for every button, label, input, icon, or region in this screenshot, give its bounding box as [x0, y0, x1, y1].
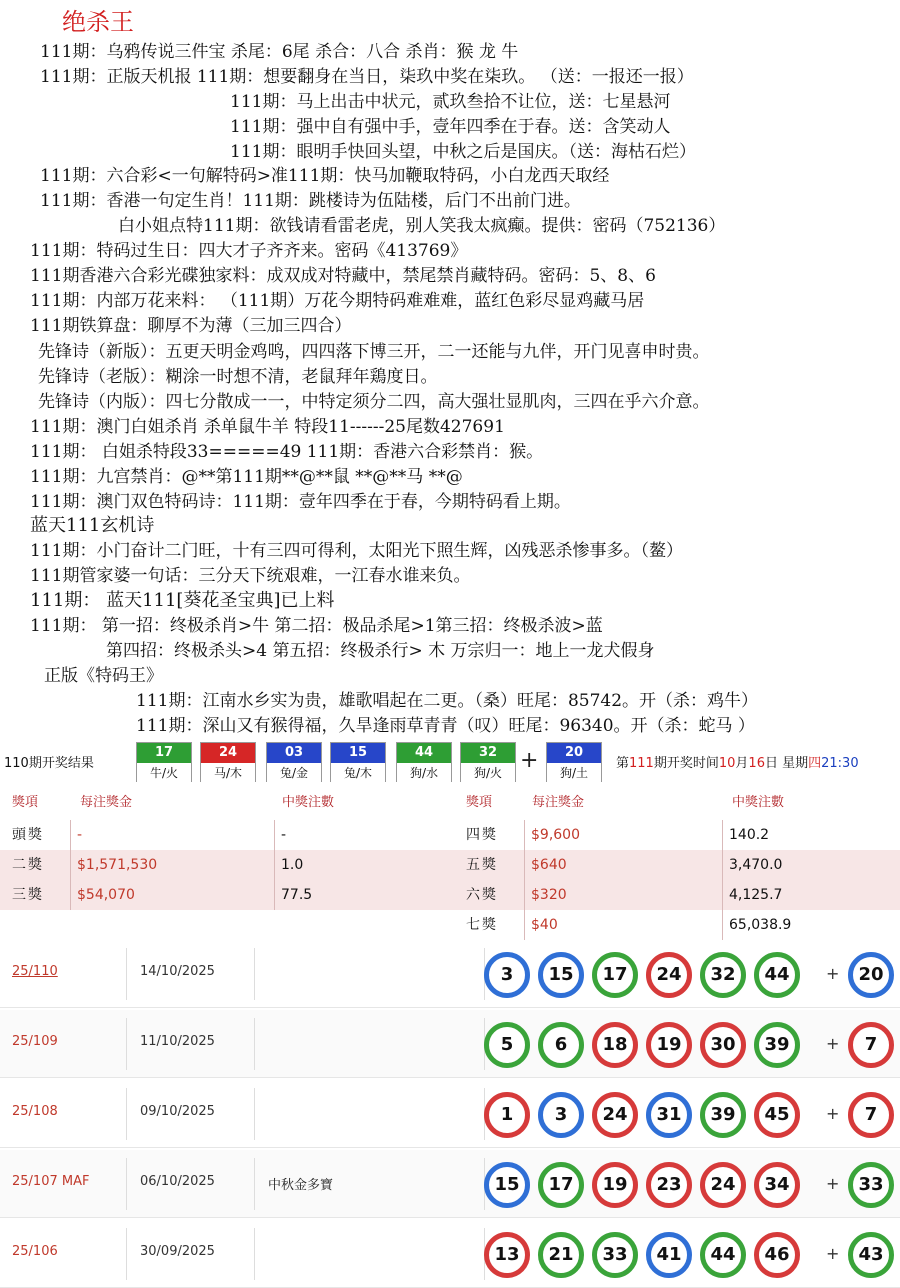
- prize-row: [0, 910, 900, 940]
- column-divider: [126, 1228, 127, 1280]
- header-winners: 中獎注數: [282, 795, 335, 810]
- prize-amount: $54,070: [70, 880, 135, 910]
- result-ball: [330, 742, 386, 782]
- ball-number: 32: [461, 743, 515, 763]
- text-line: 111期：眼明手快回头望，中秋之后是国庆。（送：海枯石烂）: [230, 142, 696, 162]
- lottery-ball: 23: [646, 1162, 692, 1208]
- ball-zodiac: 狗/火: [461, 763, 515, 783]
- history-date: 30/09/2025: [140, 1244, 215, 1259]
- text-line: 先锋诗（内版）：四七分散成一一，中特定须分二四，高大强壮显肌肉，三四在乎六介意。: [38, 392, 710, 412]
- prize-name: 二獎: [12, 857, 44, 873]
- result-ball: [460, 742, 516, 782]
- prize-winners: 140.2: [722, 820, 769, 850]
- prize-winners: 1.0: [274, 850, 303, 880]
- text-line: 111期：乌鸦传说三件宝 杀尾：6尾 杀合：八合 杀肖：猴 龙 牛: [40, 42, 519, 62]
- ball-zodiac: 兔/金: [267, 763, 321, 783]
- history-row: [0, 1080, 900, 1148]
- text-line: 111期：马上出击中状元，贰玖叁拾不让位，送：七星悬河: [230, 92, 671, 112]
- text-line: 111期：特码过生日：四大才子齐齐来。密码《413769》: [30, 241, 468, 261]
- prize-header-row: [0, 788, 900, 818]
- prize-name: 五獎: [466, 857, 498, 873]
- text-line: 先锋诗（老版）：糊涂一时想不清，老鼠拜年鶏度日。: [38, 367, 438, 387]
- result-ball: [396, 742, 452, 782]
- result-ball: [266, 742, 322, 782]
- text-line: 111期：内部万花来料： （111期）万花今期特码难难难，蓝红色彩尽显鸡藏马居: [30, 291, 645, 311]
- history-date: 14/10/2025: [140, 964, 215, 979]
- text-line: 白小姐点特111期：欲钱请看雷老虎，别人笑我太疯癫。提供：密码（752136）: [118, 216, 726, 236]
- lottery-ball: 15: [484, 1162, 530, 1208]
- prize-row: [0, 850, 900, 880]
- lottery-ball: 30: [700, 1022, 746, 1068]
- text-line: 111期管家婆一句话：三分天下统艰难，一江春水谁来负。: [30, 566, 471, 586]
- prize-row: [0, 820, 900, 850]
- special-lottery-ball: 43: [848, 1232, 894, 1278]
- header-prize: 獎項: [466, 795, 493, 810]
- plus-sign: +: [826, 1034, 840, 1053]
- prize-amount: $640: [524, 850, 567, 880]
- prize-winners: 77.5: [274, 880, 312, 910]
- time-month-label: 月: [735, 756, 749, 771]
- results-label: 110期开奖结果: [4, 756, 94, 771]
- text-line: 111期：香港一句定生肖！111期：跳楼诗为伍陆楼，后门不出前门进。: [40, 191, 581, 211]
- text-line: 111期：小门奋计二门旺，十有三四可得利，太阳光下照生辉，凶残恶杀惨事多。（鳌）: [30, 541, 683, 561]
- ball-zodiac: 牛/火: [137, 763, 191, 783]
- special-lottery-ball: 20: [848, 952, 894, 998]
- text-line: 先锋诗（新版）：五更天明金鸡鸣，四四落下博三开，二一还能与九伴，开门见喜申时贵。: [38, 342, 710, 362]
- text-line: 正版《特码王》: [44, 666, 163, 686]
- ball-zodiac: 兔/木: [331, 763, 385, 783]
- text-line: 111期：江南水乡实为贵，雄歌唱起在二更。（桑）旺尾：85742。开（杀：鸡牛）: [136, 691, 759, 711]
- prize-amount: $320: [524, 880, 567, 910]
- text-line: 111期： 第一招：终极杀肖>牛 第二招：极品杀尾>1第三招：终极杀波>蓝: [30, 616, 603, 636]
- column-divider: [126, 948, 127, 1000]
- column-divider: [254, 1018, 255, 1070]
- text-line: 第四招：终极杀头>4 第五招：终极杀行> 木 万宗归一：地上一龙犬假身: [106, 641, 655, 661]
- history-row: [0, 1220, 900, 1288]
- text-line: 111期：正版天机报 111期：想要翻身在当日，柒玖中奖在柒玖。 （送：一报还一报）: [40, 67, 694, 87]
- plus-sign: +: [826, 1174, 840, 1193]
- prize-winners: 3,470.0: [722, 850, 782, 880]
- header-winners: 中獎注數: [732, 795, 785, 810]
- lottery-ball: 44: [754, 952, 800, 998]
- prize-amount: $40: [524, 910, 558, 940]
- prize-name: 頭獎: [12, 827, 44, 843]
- lottery-ball: 34: [754, 1162, 800, 1208]
- lottery-ball: 19: [646, 1022, 692, 1068]
- time-week: 四: [808, 756, 822, 771]
- time-month: 10: [718, 756, 736, 771]
- special-ball: [546, 742, 602, 782]
- result-ball: [136, 742, 192, 782]
- ball-number: 03: [267, 743, 321, 763]
- text-line: 111期铁算盘：聊厚不为薄（三加三四合）: [30, 316, 352, 336]
- prize-name: 四獎: [466, 827, 498, 843]
- prize-amount: $1,571,530: [70, 850, 157, 880]
- ball-number: 15: [331, 743, 385, 763]
- history-issue: 25/106: [12, 1244, 58, 1259]
- prize-winners: -: [274, 820, 286, 850]
- text-line: 111期：澳门双色特码诗：111期：壹年四季在于春，今期特码看上期。: [30, 492, 571, 512]
- lottery-ball: 15: [538, 952, 584, 998]
- text-line: 111期香港六合彩光碟独家料：成双成对特藏中，禁尾禁肖藏特码。密码：5、8、6: [30, 266, 656, 286]
- text-line: 111期：六合彩<一句解特码>准111期：快马加鞭取特码，小白龙西天取经: [40, 166, 610, 186]
- lottery-ball: 24: [592, 1092, 638, 1138]
- time-day-label: 日 星期: [764, 756, 809, 771]
- lottery-ball: 24: [646, 952, 692, 998]
- history-issue: 25/107 MAF: [12, 1174, 90, 1189]
- lottery-ball: 13: [484, 1232, 530, 1278]
- lottery-ball: 3: [484, 952, 530, 998]
- history-row: [0, 940, 900, 1008]
- lottery-ball: 46: [754, 1232, 800, 1278]
- time-prefix: 第: [616, 756, 630, 771]
- plus-sign: +: [826, 1104, 840, 1123]
- lottery-ball: 44: [700, 1232, 746, 1278]
- prize-row: [0, 880, 900, 910]
- lottery-ball: 3: [538, 1092, 584, 1138]
- text-line: 111期：九宫禁肖：@**第111期**@**鼠 **@**马 **@: [30, 467, 463, 487]
- time-mid: 期开奖时间: [653, 756, 719, 771]
- lottery-ball: 33: [592, 1232, 638, 1278]
- lottery-ball: 1: [484, 1092, 530, 1138]
- time-day: 16: [748, 756, 765, 771]
- text-line: 111期：深山又有猴得福，久旱逢雨草青青（叹）旺尾：96340。开（杀：蛇马 ）: [136, 716, 755, 736]
- prize-winners: 4,125.7: [722, 880, 782, 910]
- history-issue: 25/109: [12, 1034, 58, 1049]
- history-note: 中秋金多寶: [268, 1178, 334, 1193]
- ball-number: 44: [397, 743, 451, 763]
- special-lottery-ball: 7: [848, 1022, 894, 1068]
- lottery-ball: 17: [538, 1162, 584, 1208]
- history-date: 09/10/2025: [140, 1104, 215, 1119]
- column-divider: [126, 1158, 127, 1210]
- lottery-ball: 39: [700, 1092, 746, 1138]
- prize-table: [0, 788, 900, 940]
- header-amount: 每注獎金: [80, 795, 133, 810]
- lottery-ball: 19: [592, 1162, 638, 1208]
- column-divider: [254, 1228, 255, 1280]
- prize-amount: $9,600: [524, 820, 580, 850]
- ball-number: 24: [201, 743, 255, 763]
- draw-time: [616, 752, 859, 771]
- lottery-ball: 24: [700, 1162, 746, 1208]
- time-clock: 21:30: [821, 756, 859, 771]
- prize-winners: 65,038.9: [722, 910, 791, 940]
- header-prize: 獎項: [12, 795, 39, 810]
- column-divider: [126, 1018, 127, 1070]
- column-divider: [254, 948, 255, 1000]
- lottery-ball: 17: [592, 952, 638, 998]
- lottery-ball: 45: [754, 1092, 800, 1138]
- special-lottery-ball: 7: [848, 1092, 894, 1138]
- text-line: 蓝天111玄机诗: [30, 515, 155, 536]
- page-title: 绝杀王: [62, 8, 134, 36]
- prize-name: 六獎: [466, 887, 498, 903]
- history-date: 11/10/2025: [140, 1034, 215, 1049]
- ball-number: 20: [547, 743, 601, 763]
- header-amount: 每注獎金: [532, 795, 585, 810]
- special-lottery-ball: 33: [848, 1162, 894, 1208]
- result-ball: [200, 742, 256, 782]
- lottery-ball: 39: [754, 1022, 800, 1068]
- lottery-ball: 5: [484, 1022, 530, 1068]
- text-line: 111期：澳门白姐杀肖 杀单鼠牛羊 特段11------25尾数427691: [30, 417, 505, 437]
- history-issue[interactable]: 25/110: [12, 964, 58, 979]
- text-line: 111期：强中自有强中手，壹年四季在于春。送：含笑动人: [230, 117, 671, 137]
- lottery-ball: 18: [592, 1022, 638, 1068]
- history-row: [0, 1010, 900, 1078]
- ball-zodiac: 马/木: [201, 763, 255, 783]
- prize-name: 三獎: [12, 887, 44, 903]
- ball-zodiac: 狗/土: [547, 763, 601, 783]
- lottery-ball: 6: [538, 1022, 584, 1068]
- column-divider: [126, 1088, 127, 1140]
- lottery-ball: 41: [646, 1232, 692, 1278]
- history-row: [0, 1150, 900, 1218]
- text-line: 111期： 蓝天111[葵花圣宝典]已上料: [30, 590, 335, 611]
- text-line: 111期： 白姐杀特段33=====49 111期：香港六合彩禁肖：猴。: [30, 442, 544, 462]
- ball-number: 17: [137, 743, 191, 763]
- time-issue: 111: [629, 756, 654, 771]
- column-divider: [254, 1088, 255, 1140]
- column-divider: [254, 1158, 255, 1210]
- results-bar: [0, 742, 900, 784]
- history-date: 06/10/2025: [140, 1174, 215, 1189]
- lottery-ball: 31: [646, 1092, 692, 1138]
- plus-sign: +: [520, 748, 539, 773]
- lottery-ball: 21: [538, 1232, 584, 1278]
- ball-zodiac: 狗/水: [397, 763, 451, 783]
- plus-sign: +: [826, 1244, 840, 1263]
- prize-amount: -: [70, 820, 82, 850]
- prize-name: 七獎: [466, 917, 498, 933]
- lottery-ball: 32: [700, 952, 746, 998]
- history-issue: 25/108: [12, 1104, 58, 1119]
- plus-sign: +: [826, 964, 840, 983]
